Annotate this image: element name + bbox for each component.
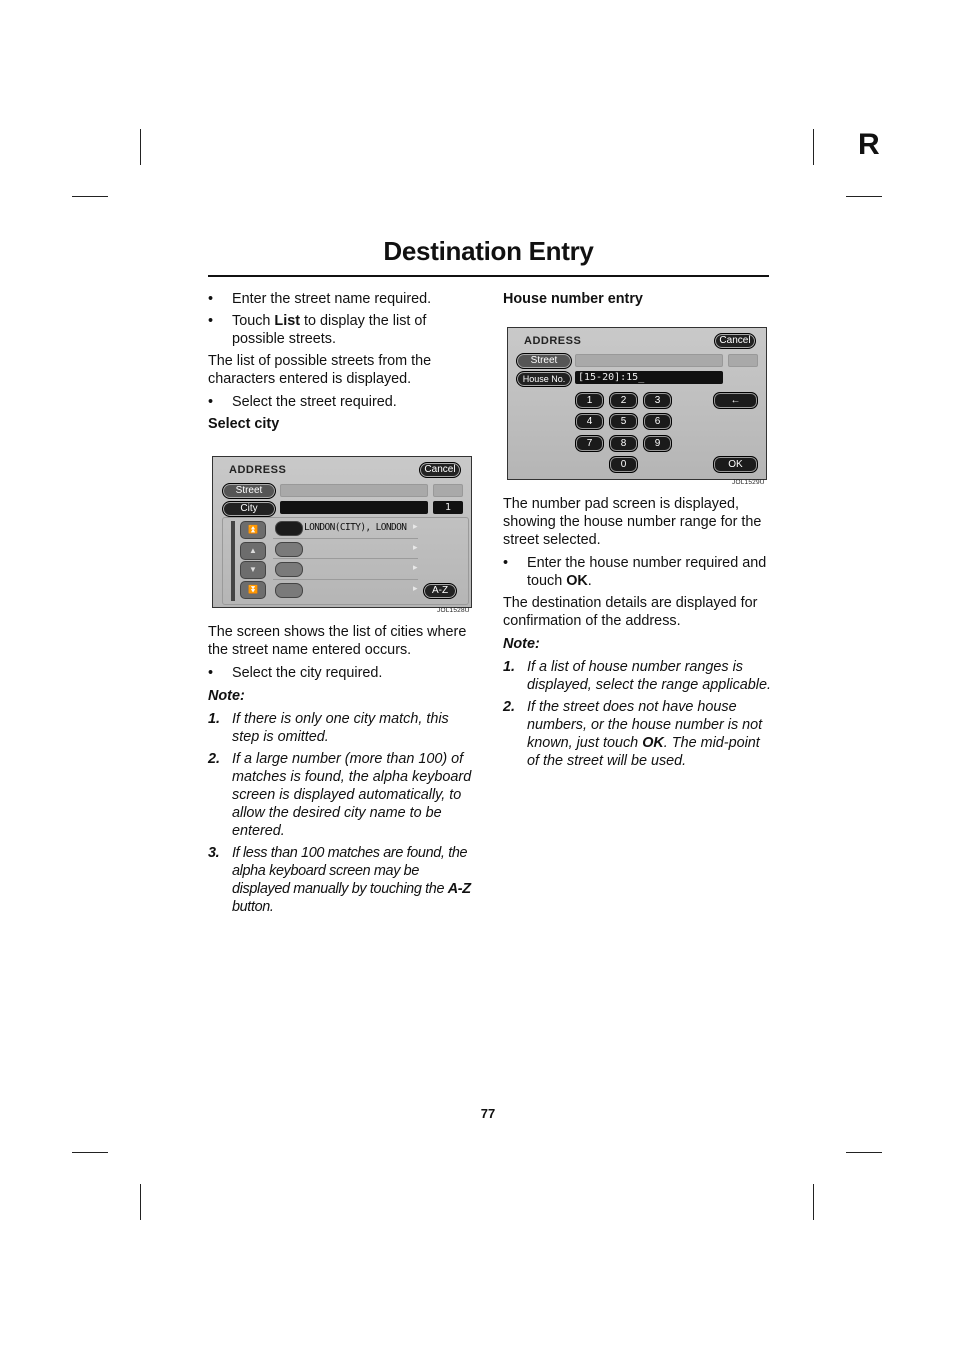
chevron-right-icon: ▸ — [413, 562, 418, 572]
city-field — [280, 501, 428, 514]
list-divider — [273, 538, 418, 539]
bullet-enter-street: • Enter the street name required. — [208, 290, 476, 308]
bullet-select-city: • Select the city required. — [208, 664, 476, 682]
note-item: 1. If a list of house number ranges is displayed, select the range applicable. — [503, 659, 772, 693]
bullet-touch-list: • Touch List to display the list of possible streets. — [208, 312, 476, 348]
street-button[interactable]: Street — [222, 483, 276, 499]
cancel-button[interactable]: Cancel — [714, 333, 756, 349]
a-z-button[interactable]: A-Z — [423, 583, 457, 599]
paragraph-destination-details: The destination details are displayed for confirmation of the address. — [503, 595, 758, 629]
street-button[interactable]: Street — [516, 353, 572, 369]
key-2[interactable]: 2 — [609, 392, 638, 409]
section-letter: R — [858, 128, 880, 161]
page-number: 77 — [480, 1106, 496, 1121]
image-code: JOL1528U — [437, 607, 470, 614]
list-item-select-button[interactable] — [275, 521, 303, 536]
street-count-field — [433, 484, 463, 497]
crop-mark — [72, 196, 108, 197]
image-code: JOL1529U — [732, 479, 765, 486]
bullet-select-street: • Select the street required. — [208, 393, 476, 411]
bullet-enter-house-number: • Enter the house number required and touch OK. — [503, 554, 773, 590]
key-4[interactable]: 4 — [575, 413, 604, 430]
crop-mark — [846, 1152, 882, 1153]
screen-title: ADDRESS — [524, 335, 582, 347]
ok-button[interactable]: OK — [713, 456, 758, 473]
backspace-button[interactable]: ← — [713, 392, 758, 409]
list-divider — [273, 558, 418, 559]
note-item: 2. If the street does not have house numbers, or the house number is not known, just touch OK. The mid-point of the street will be used. — [503, 699, 763, 769]
left-column-lower — [208, 623, 476, 920]
paragraph-city-list: The screen shows the list of cities where the street name entered occurs. — [208, 624, 467, 658]
note-item: 2. If a large number (more than 100) of matches is found, the alpha keyboard screen is displayed automatically, to allow the desired city name to be entered. — [208, 751, 472, 839]
house-number-screenshot — [507, 327, 767, 480]
heading-house-number-entry: House number entry — [503, 291, 643, 307]
note-label: Note: — [208, 688, 245, 704]
key-9[interactable]: 9 — [643, 435, 672, 452]
left-column — [208, 290, 476, 438]
key-3[interactable]: 3 — [643, 392, 672, 409]
house-number-button[interactable]: House No. — [516, 371, 572, 387]
crop-mark — [140, 129, 141, 165]
cancel-button[interactable]: Cancel — [419, 462, 461, 478]
chevron-right-icon: ▸ — [413, 521, 418, 531]
heading-select-city: Select city — [208, 416, 280, 432]
right-column-lower — [503, 495, 773, 774]
note-item: 3. If less than 100 matches are found, the alpha keyboard screen may be displayed manually by touching the A-Z button. — [208, 845, 471, 915]
street-field — [280, 484, 428, 497]
house-number-field[interactable]: [15-20]:15_ — [575, 371, 723, 384]
city-button[interactable]: City — [222, 501, 276, 517]
key-8[interactable]: 8 — [609, 435, 638, 452]
list-divider — [273, 579, 418, 580]
key-5[interactable]: 5 — [609, 413, 638, 430]
key-1[interactable]: 1 — [575, 392, 604, 409]
page-down-button[interactable]: ⏬ — [240, 581, 266, 599]
key-0[interactable]: 0 — [609, 456, 638, 473]
chevron-right-icon: ▸ — [413, 542, 418, 552]
chevron-right-icon: ▸ — [413, 583, 418, 593]
crop-mark — [846, 196, 882, 197]
scroll-down-button[interactable]: ▼ — [240, 561, 266, 579]
street-field — [575, 354, 723, 367]
city-selection-screenshot — [212, 456, 472, 608]
paragraph-street-list: The list of possible streets from the characters entered is displayed. — [208, 353, 432, 387]
crop-mark — [813, 129, 814, 165]
crop-mark — [72, 1152, 108, 1153]
crop-mark — [813, 1184, 814, 1220]
city-count-field: 1 — [433, 501, 463, 514]
scroll-up-button[interactable]: ▲ — [240, 542, 266, 560]
page-up-button[interactable]: ⏫ — [240, 521, 266, 539]
list-item-select-button[interactable] — [275, 542, 303, 557]
street-count-field — [728, 354, 758, 367]
note-label: Note: — [503, 636, 540, 652]
key-7[interactable]: 7 — [575, 435, 604, 452]
list-item-select-button[interactable] — [275, 562, 303, 577]
title-rule — [208, 275, 769, 277]
screen-title: ADDRESS — [229, 464, 287, 476]
page-title: Destination Entry — [383, 236, 594, 266]
right-column-heading — [503, 290, 771, 313]
list-item-select-button[interactable] — [275, 583, 303, 598]
list-item[interactable]: LONDON(CITY), LONDON — [304, 522, 407, 533]
key-6[interactable]: 6 — [643, 413, 672, 430]
crop-mark — [140, 1184, 141, 1220]
paragraph-number-pad: The number pad screen is displayed, showing the house number range for the street selected. — [503, 496, 762, 548]
note-item: 1. If there is only one city match, this step is omitted. — [208, 711, 449, 745]
scroll-track[interactable] — [231, 521, 235, 601]
